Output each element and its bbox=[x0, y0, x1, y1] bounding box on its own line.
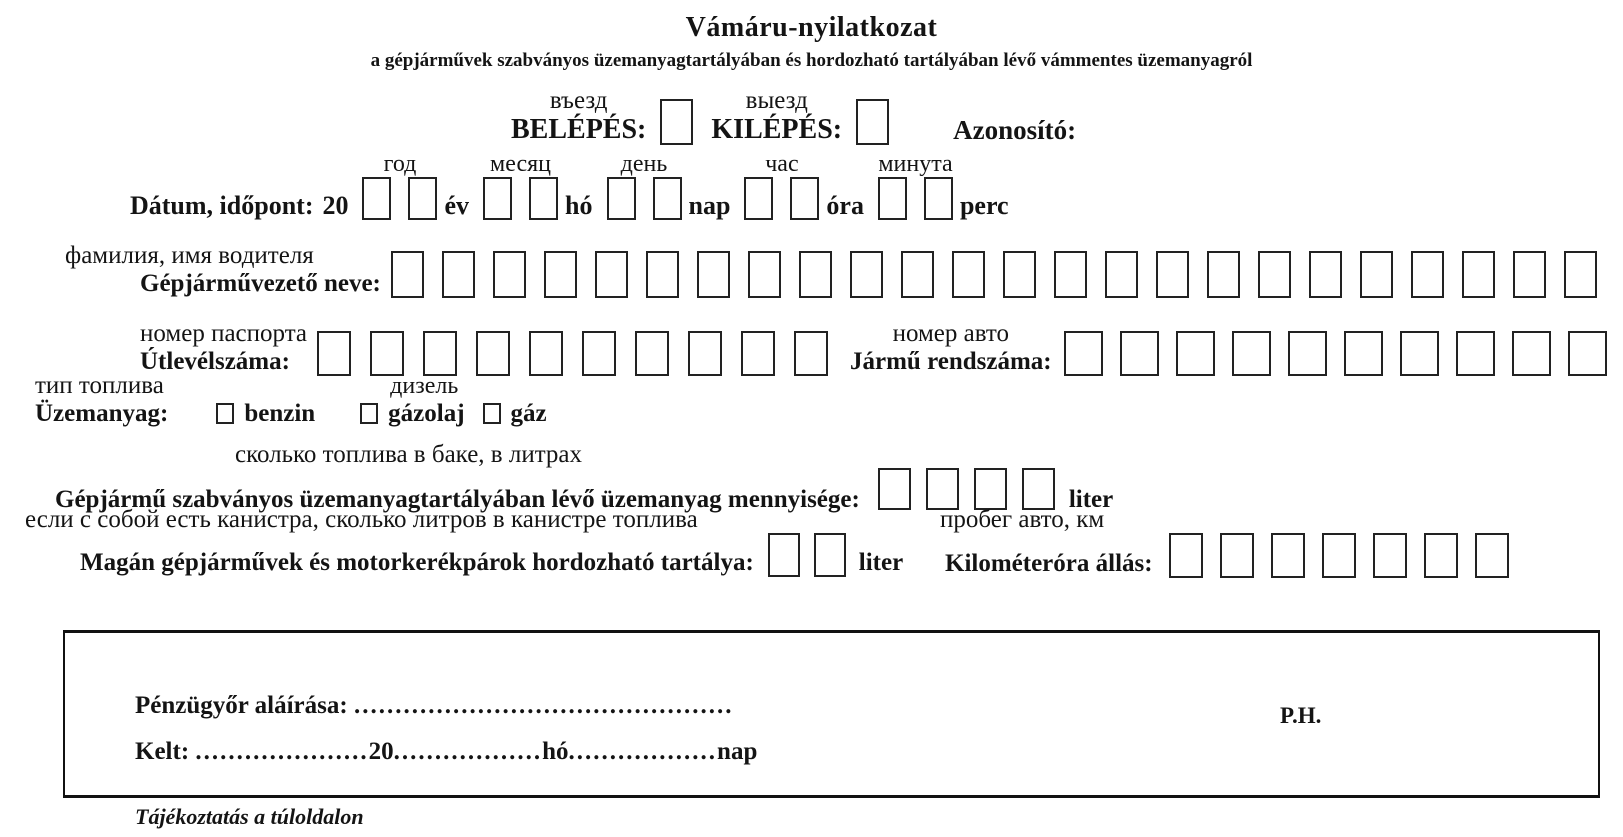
month-boxes bbox=[483, 177, 558, 220]
datetime-day-segment bbox=[607, 152, 731, 220]
char-box[interactable] bbox=[878, 177, 907, 220]
passport-labels bbox=[140, 320, 307, 376]
gaz-checkbox[interactable] bbox=[483, 403, 501, 424]
char-box[interactable] bbox=[1360, 251, 1393, 298]
driver-name-row bbox=[65, 242, 1597, 298]
char-box[interactable] bbox=[1022, 468, 1055, 510]
tank-fuel-label-hu: Gépjármű szabványos üzemanyagtartályában lévő üzemanyag mennyisége: bbox=[55, 486, 860, 513]
char-box[interactable] bbox=[697, 251, 730, 298]
char-box[interactable] bbox=[1220, 533, 1254, 578]
char-box[interactable] bbox=[544, 251, 577, 298]
datetime-label: Dátum, időpont: bbox=[130, 191, 314, 220]
plate-boxes bbox=[1064, 331, 1607, 376]
stamp-placeholder-label: P.H. bbox=[1280, 703, 1322, 728]
portable-tank-label-ru: если с собой есть канистра, сколько литров в канистре топлива bbox=[25, 506, 698, 533]
passport-group bbox=[140, 320, 828, 376]
month-unit-label: hó bbox=[565, 191, 593, 220]
entry-group bbox=[511, 88, 693, 145]
plate-label-ru: номер авто bbox=[892, 320, 1010, 347]
char-box[interactable] bbox=[1176, 331, 1215, 376]
char-box[interactable] bbox=[317, 331, 351, 376]
char-box[interactable] bbox=[607, 177, 636, 220]
char-box[interactable] bbox=[529, 331, 563, 376]
char-box[interactable] bbox=[1232, 331, 1271, 376]
char-box[interactable] bbox=[582, 331, 616, 376]
char-box[interactable] bbox=[850, 251, 883, 298]
char-box[interactable] bbox=[1003, 251, 1036, 298]
signature-line bbox=[135, 691, 733, 720]
year-unit-label: év bbox=[444, 191, 470, 220]
gazolaj-checkbox[interactable] bbox=[360, 403, 378, 424]
identifier-label: Azonosító: bbox=[953, 115, 1077, 145]
tank-fuel-label-ru: сколько топлива в баке, в литрах bbox=[235, 441, 583, 468]
form-title: Vámáru-nyilatkozat bbox=[685, 12, 938, 43]
char-box[interactable] bbox=[974, 468, 1007, 510]
odometer-boxes bbox=[1169, 533, 1509, 578]
char-box[interactable] bbox=[744, 177, 773, 220]
char-box[interactable] bbox=[1400, 331, 1439, 376]
exit-labels bbox=[711, 88, 842, 145]
datetime-century-prefix: 20 bbox=[322, 191, 349, 220]
datetime-minute-segment bbox=[878, 152, 1009, 220]
benzin-checkbox[interactable] bbox=[216, 403, 234, 424]
exit-group bbox=[711, 88, 889, 145]
char-box[interactable] bbox=[653, 177, 682, 220]
day-label-ru: день bbox=[620, 151, 668, 177]
char-box[interactable] bbox=[794, 331, 828, 376]
char-box[interactable] bbox=[423, 331, 457, 376]
minute-label-ru: минута bbox=[878, 151, 953, 177]
char-box[interactable] bbox=[799, 251, 832, 298]
char-box[interactable] bbox=[952, 251, 985, 298]
entry-checkbox[interactable] bbox=[660, 99, 693, 145]
kelt-label: Kelt: bbox=[135, 738, 190, 765]
char-box[interactable] bbox=[878, 468, 911, 510]
passport-plate-row bbox=[0, 316, 1623, 376]
fuel-option-gaz bbox=[483, 399, 547, 428]
kelt-day-dotted-line[interactable]: .................. bbox=[568, 738, 718, 765]
kelt-place-dotted-line[interactable]: ..................... bbox=[195, 738, 369, 765]
kelt-year-prefix: 20 bbox=[368, 738, 394, 765]
driver-name-label-ru: фамилия, имя водителя bbox=[65, 242, 314, 269]
tank-fuel-row bbox=[55, 441, 1113, 514]
char-box[interactable] bbox=[493, 251, 526, 298]
char-box[interactable] bbox=[1568, 331, 1607, 376]
date-signed-line bbox=[135, 737, 757, 766]
portable-tank-label-hu: Magán gépjárművek és motorkerékpárok hordozható tartálya: bbox=[80, 549, 754, 576]
char-box[interactable] bbox=[595, 251, 628, 298]
char-box[interactable] bbox=[1373, 533, 1407, 578]
signature-stamp-box bbox=[63, 630, 1600, 798]
day-unit-label: nap bbox=[688, 191, 731, 220]
plate-label-hu: Jármű rendszáma: bbox=[850, 348, 1052, 375]
kelt-month-label: hó bbox=[542, 738, 569, 765]
tank-fuel-boxes bbox=[878, 468, 1055, 510]
portable-tank-unit-label: liter bbox=[858, 549, 904, 576]
char-box[interactable] bbox=[1271, 533, 1305, 578]
char-box[interactable] bbox=[1411, 251, 1444, 298]
entry-exit-row bbox=[511, 88, 1076, 145]
char-box[interactable] bbox=[1120, 331, 1159, 376]
kelt-day-label: nap bbox=[717, 738, 758, 765]
char-box[interactable] bbox=[1564, 251, 1597, 298]
char-box[interactable] bbox=[370, 331, 404, 376]
char-box[interactable] bbox=[1344, 331, 1383, 376]
char-box[interactable] bbox=[362, 177, 391, 220]
exit-label-hu: KILÉPÉS: bbox=[711, 114, 843, 145]
minute-unit-label: perc bbox=[959, 191, 1009, 220]
odometer-label-ru: пробег авто, км bbox=[940, 506, 1105, 533]
char-box[interactable] bbox=[926, 468, 959, 510]
char-box[interactable] bbox=[901, 251, 934, 298]
passport-label-hu: Útlevélszáma: bbox=[140, 348, 290, 375]
fuel-type-label-hu: Üzemanyag: bbox=[35, 400, 169, 427]
fuel-type-row bbox=[35, 372, 547, 428]
datetime-year-segment bbox=[362, 152, 469, 220]
portable-tank-odometer-row bbox=[0, 506, 1623, 580]
char-box[interactable] bbox=[1169, 533, 1203, 578]
entry-labels bbox=[511, 88, 646, 145]
signature-dotted-line[interactable]: .............................................. bbox=[353, 692, 734, 719]
char-box[interactable] bbox=[1513, 251, 1546, 298]
exit-checkbox[interactable] bbox=[856, 99, 889, 145]
char-box[interactable] bbox=[442, 251, 475, 298]
char-box[interactable] bbox=[1512, 331, 1551, 376]
char-box[interactable] bbox=[1105, 251, 1138, 298]
char-box[interactable] bbox=[1288, 331, 1327, 376]
hour-label-ru: час bbox=[765, 151, 799, 177]
char-box[interactable] bbox=[814, 533, 846, 577]
char-box[interactable] bbox=[741, 331, 775, 376]
driver-name-labels bbox=[65, 242, 381, 298]
entry-label-ru: въезд bbox=[549, 87, 608, 114]
fuel-type-labels bbox=[35, 372, 168, 428]
hour-unit-label: óra bbox=[826, 191, 864, 220]
char-box[interactable] bbox=[408, 177, 437, 220]
char-box[interactable] bbox=[768, 533, 800, 577]
benzin-label: benzin bbox=[244, 400, 316, 427]
char-box[interactable] bbox=[391, 251, 424, 298]
char-box[interactable] bbox=[529, 177, 558, 220]
datetime-row bbox=[130, 152, 1009, 220]
hour-boxes bbox=[744, 177, 819, 220]
char-box[interactable] bbox=[646, 251, 679, 298]
char-box[interactable] bbox=[476, 331, 510, 376]
char-box[interactable] bbox=[748, 251, 781, 298]
char-box[interactable] bbox=[1309, 251, 1342, 298]
kelt-month-dotted-line[interactable]: .................. bbox=[393, 738, 543, 765]
passport-label-ru: номер паспорта bbox=[140, 320, 308, 347]
passport-boxes bbox=[317, 331, 828, 376]
plate-labels bbox=[850, 320, 1052, 376]
char-box[interactable] bbox=[1064, 331, 1103, 376]
odometer-label-hu: Kilométeróra állás: bbox=[945, 550, 1153, 577]
char-box[interactable] bbox=[1322, 533, 1356, 578]
year-label-ru: год bbox=[383, 151, 417, 177]
tank-fuel-unit-label: liter bbox=[1068, 486, 1114, 513]
datetime-month-segment bbox=[483, 152, 592, 220]
entry-label-hu: BELÉPÉS: bbox=[511, 114, 647, 145]
gazolaj-label: gázolaj bbox=[388, 400, 465, 427]
char-box[interactable] bbox=[1462, 251, 1495, 298]
plate-group bbox=[850, 320, 1607, 376]
form-subtitle: a gépjárművek szabványos üzemanyagtartályában és hordozható tartályában lévő vámmentes üzemanyagról bbox=[370, 50, 1253, 71]
exit-label-ru: выезд bbox=[745, 87, 808, 114]
driver-name-label-hu: Gépjárművezető neve: bbox=[140, 270, 381, 297]
signature-label: Pénzügyőr aláírása: bbox=[135, 692, 348, 719]
gaz-label: gáz bbox=[510, 400, 547, 427]
char-box[interactable] bbox=[688, 331, 722, 376]
char-box[interactable] bbox=[1054, 251, 1087, 298]
char-box[interactable] bbox=[1207, 251, 1240, 298]
day-boxes bbox=[607, 177, 682, 220]
char-box[interactable] bbox=[1156, 251, 1189, 298]
fuel-option-gazolaj bbox=[360, 374, 464, 428]
diesel-label-ru: дизель bbox=[390, 373, 459, 399]
char-box[interactable] bbox=[790, 177, 819, 220]
char-box[interactable] bbox=[1475, 533, 1509, 578]
month-label-ru: месяц bbox=[490, 151, 552, 177]
char-box[interactable] bbox=[1424, 533, 1458, 578]
char-box[interactable] bbox=[1258, 251, 1291, 298]
char-box[interactable] bbox=[1456, 331, 1495, 376]
minute-boxes bbox=[878, 177, 953, 220]
driver-name-boxes bbox=[391, 251, 1597, 298]
datetime-hour-segment bbox=[744, 152, 864, 220]
footer-note: Tájékoztatás a túloldalon bbox=[135, 804, 364, 829]
fuel-type-label-ru: тип топлива bbox=[35, 372, 164, 399]
year-boxes bbox=[362, 177, 437, 220]
portable-tank-boxes bbox=[768, 533, 846, 577]
fuel-option-benzin bbox=[216, 399, 315, 428]
char-box[interactable] bbox=[635, 331, 669, 376]
char-box[interactable] bbox=[483, 177, 512, 220]
char-box[interactable] bbox=[924, 177, 953, 220]
